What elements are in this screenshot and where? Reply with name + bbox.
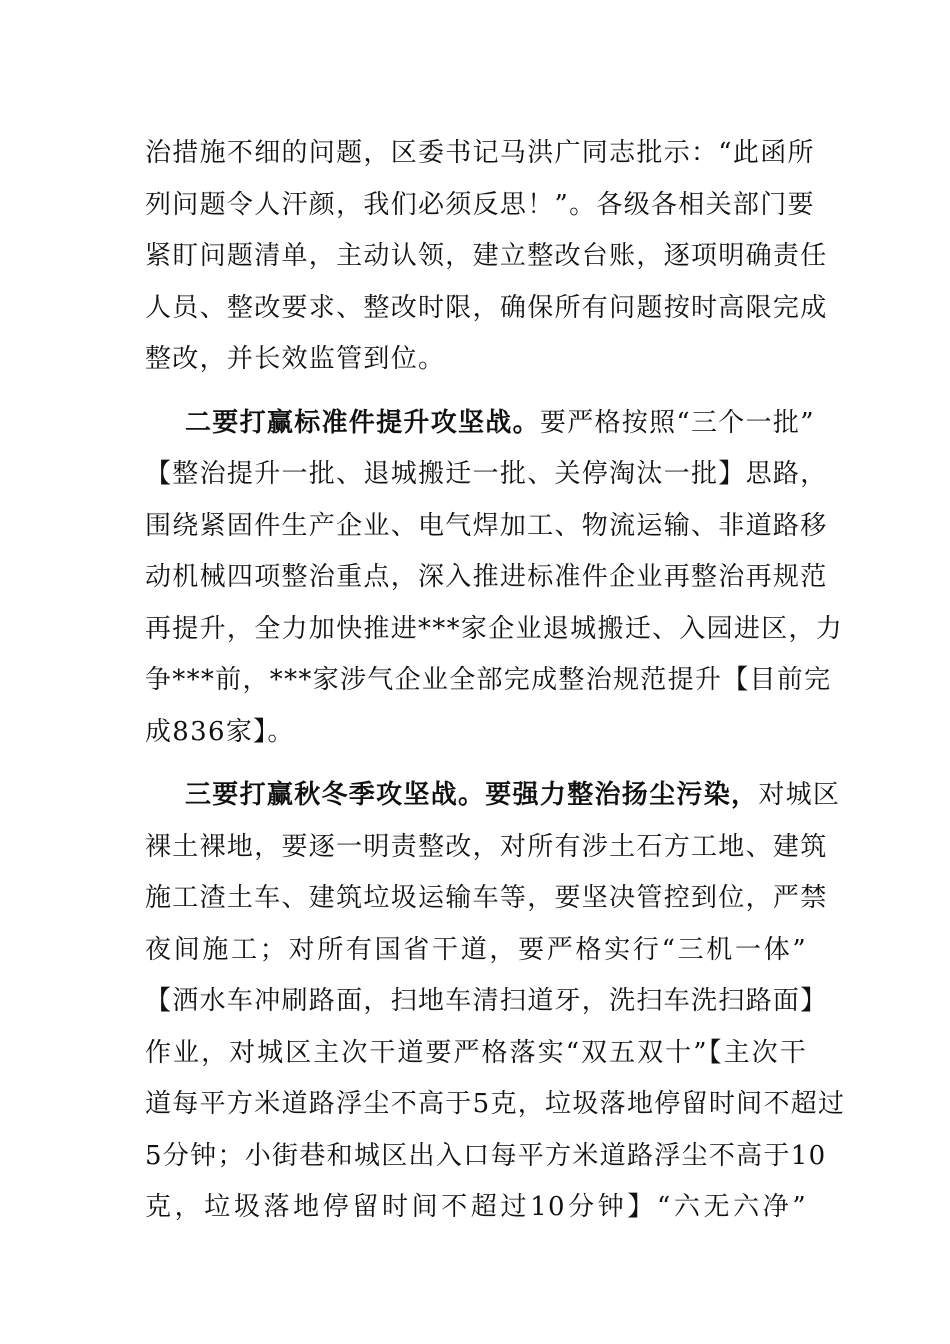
paragraph-2 — [145, 398, 844, 759]
text-line: 克，垃圾落地停留时间不超过10分钟】“六无六净” — [145, 1192, 807, 1222]
section-heading: 二要打赢标准件提升攻坚战。 — [185, 407, 540, 438]
text-line: 争***前，***家涉气企业全部完成整治规范提升【目前完 — [145, 665, 832, 695]
text-line: 【整治提升一批、退城搬迁一批、关停淘汰一批】思路， — [145, 459, 828, 489]
lead-text: 要严格按照“三个一批” — [539, 407, 815, 438]
text-line: 再提升，全力加快推进***家企业退城搬迁、入园进区，力 — [145, 613, 844, 644]
paragraph-spacer — [145, 386, 807, 398]
lead-text: 对城区 — [758, 780, 841, 810]
text-line: 作业，对城区主次干道要严格落实“双五双十”【主次干 — [145, 1037, 807, 1068]
text-line: 整改，并长效监管到位。 — [145, 344, 446, 374]
text-line: 紧盯问题清单，主动认领，建立整改台账，逐项明确责任 — [145, 241, 828, 271]
text-line: 动机械四项整治重点，深入推进标准件企业再整治再规范 — [145, 562, 828, 592]
text-line: 道每平方米道路浮尘不高于5克，垃圾落地停留时间不超过 — [145, 1089, 846, 1119]
section-heading: 三要打赢秋冬季攻坚战。要强力整治扬尘污染， — [185, 780, 759, 810]
text-line: 【洒水车冲刷路面，扫地车清扫道牙，洗扫车洗扫路面】 — [145, 986, 828, 1016]
paragraph-lead-line — [145, 770, 841, 822]
text-line: 人员、整改要求、整改时限，确保所有问题按时高限完成 — [145, 292, 828, 323]
text-line: 夜间施工；对所有国省干道，要严格实行“三机一体” — [145, 934, 807, 965]
paragraph-lead-line — [145, 398, 815, 450]
text-line: 成836家】。 — [145, 716, 295, 747]
paragraph-spacer — [145, 758, 807, 770]
text-line: 治措施不细的问题，区委书记马洪广同志批示：“此函所 — [145, 138, 815, 168]
text-line: 5分钟；小街巷和城区出入口每平方米道路浮尘不高于10 — [145, 1140, 827, 1171]
text-line: 围绕紧固件生产企业、电气焊加工、物流运输、非道路移 — [145, 510, 828, 541]
paragraph-1 — [145, 128, 828, 386]
text-line: 施工渣土车、建筑垃圾运输车等，要坚决管控到位，严禁 — [145, 883, 828, 913]
text-line: 列问题令人汗颜，我们必须反思！”。各级各相关部门要 — [145, 189, 815, 220]
document-page — [145, 128, 846, 1234]
paragraph-3 — [145, 770, 846, 1234]
text-line: 裸土裸地，要逐一明责整改，对所有涉土石方工地、建筑 — [145, 831, 828, 862]
